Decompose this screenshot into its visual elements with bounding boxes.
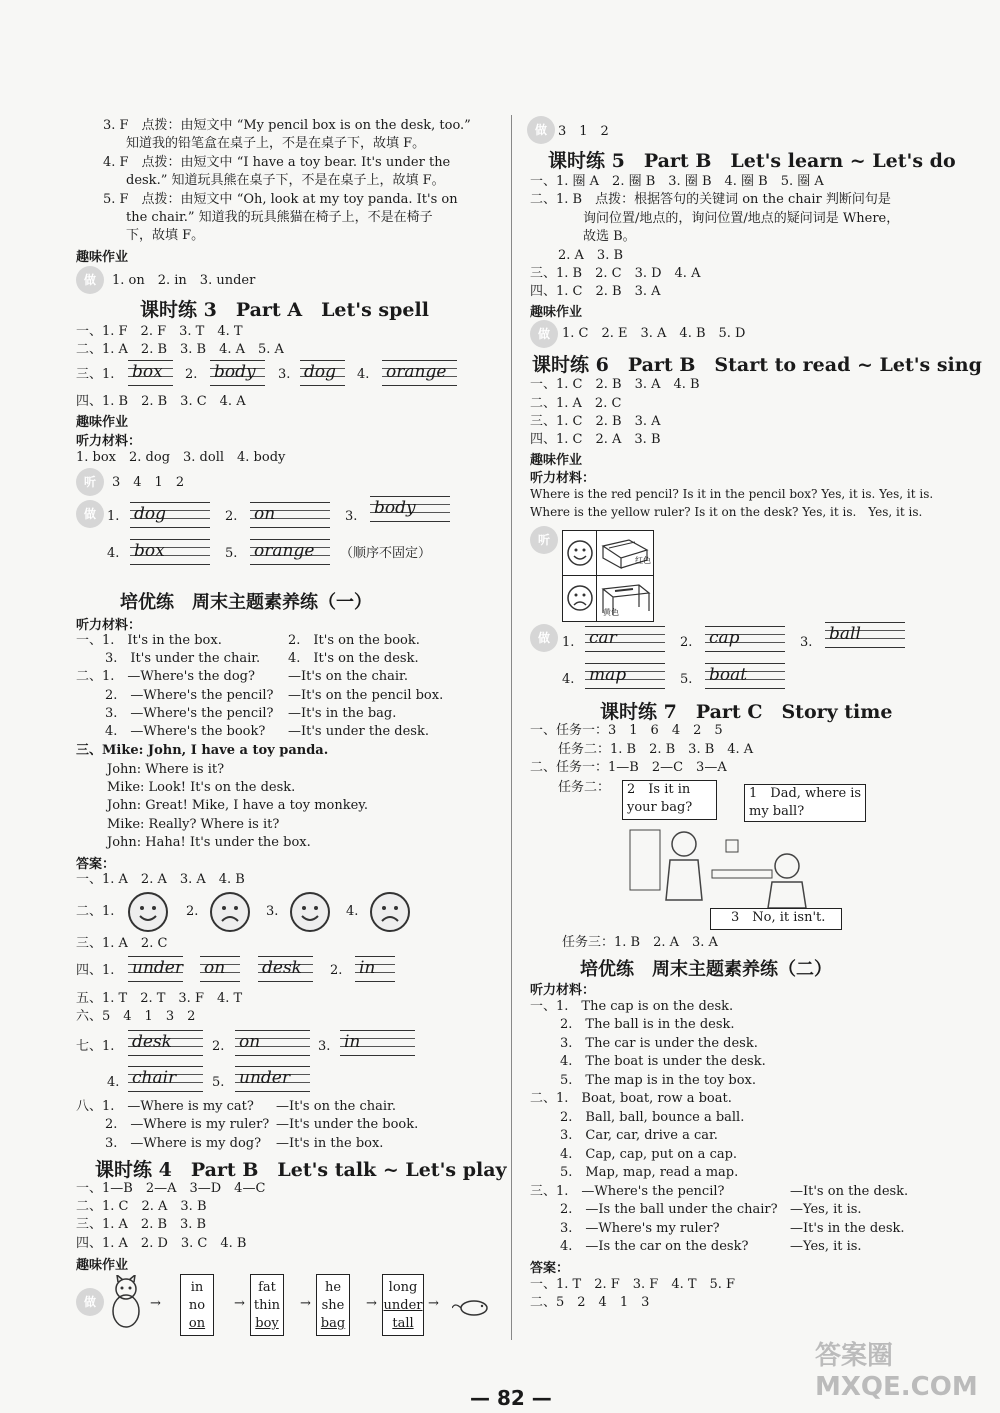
text-line: 4. <box>357 367 370 382</box>
handwriting-line: box <box>128 360 173 386</box>
text-line: 知道我的铅笔盒在桌子上，不是在桌子下，故填 F。 <box>126 136 426 151</box>
text-line: 三、1. C 2. B 3. A <box>530 414 661 429</box>
arrow-icon: → <box>300 1296 311 1311</box>
text-line: John: Haha! It's under the box. <box>107 835 311 850</box>
text-line: 三、1. —Where's the pencil? <box>530 1184 725 1199</box>
text-line: 4. —Where's the book? <box>105 724 266 739</box>
word-chain-word: no <box>188 1298 206 1313</box>
handwriting-line: desk <box>258 956 313 982</box>
text-line: 四、1. <box>76 963 115 978</box>
section-title: 培优练 周末主题素养练（一） <box>120 592 372 613</box>
text-line: 任务三：1. B 2. A 3. A <box>562 935 718 950</box>
text-line: 4. <box>562 672 575 687</box>
section-label: 听力材料： <box>530 471 596 486</box>
column-divider <box>511 115 512 1340</box>
story-illustration <box>622 820 872 910</box>
listen-badge-icon: 听 <box>530 526 558 554</box>
section-label: 趣味作业 <box>76 1258 129 1273</box>
handwriting-line: dog <box>300 360 345 386</box>
text-line: Mike: Really? Where is it? <box>107 817 280 832</box>
arrow-icon: → <box>428 1296 439 1311</box>
text-line: 一、任务一：3 1 6 4 2 5 <box>530 723 723 738</box>
text-line: 二、1. <box>76 904 115 919</box>
text-line: 3. <box>278 367 291 382</box>
page-number: — 82 — <box>470 1386 552 1410</box>
word-chain-box <box>382 1274 424 1336</box>
section-label: 趣味作业 <box>76 250 129 265</box>
speech-bubble: 3 No, it isn't. <box>710 908 842 930</box>
text-line: —It's under the book. <box>276 1117 419 1132</box>
cat-icon <box>108 1275 144 1330</box>
text-line: 一、1. A 2. A 3. A 4. B <box>76 872 245 887</box>
text-line: 4. —Is the car on the desk? <box>560 1239 749 1254</box>
section-label: 答案： <box>530 1261 570 1276</box>
text-line: John: Great! Mike, I have a toy monkey. <box>107 798 369 813</box>
write-badge-icon: 做 <box>76 266 104 294</box>
text-line: 二、1. —Where's the dog? <box>76 669 255 684</box>
text-line: 一、1. It's in the box. <box>76 633 222 648</box>
section-title: 课时练 7 Part C Story time <box>600 701 893 723</box>
pencil-box-icon <box>599 536 651 572</box>
text-line: 二、1. B 点拨：根据答句的关键词 on the chair 判断问句是 <box>530 192 891 207</box>
text-line: 3. —Where's the pencil? <box>105 706 274 721</box>
text-line: 四、1. C 2. A 3. B <box>530 432 661 447</box>
text-line: 一、1. The cap is on the desk. <box>530 999 734 1014</box>
text-line: —Yes, it is. <box>790 1202 862 1217</box>
section-title: 课时练 6 Part B Start to read ~ Let's sing <box>532 354 982 376</box>
text-line: 3. The car is under the desk. <box>560 1036 758 1051</box>
text-line: 3. —Where is my dog? <box>105 1136 262 1151</box>
section-label: 听力材料： <box>530 983 596 998</box>
text-line: 2. <box>330 963 343 978</box>
handwriting-line: body <box>370 496 450 522</box>
sad-face-icon <box>566 584 594 612</box>
text-line: 2. <box>212 1039 225 1054</box>
text-line: 一、1—B 2—A 3—D 4—C <box>76 1181 266 1196</box>
text-line: 2. A 3. B <box>558 248 624 263</box>
handwriting-line: on <box>250 502 330 528</box>
handwriting-line: in <box>340 1030 415 1056</box>
handwriting-line: in <box>355 956 395 982</box>
text-line: 二、任务一：1—B 2—C 3—A <box>530 760 727 775</box>
handwriting-line: orange <box>250 539 330 565</box>
smile-face-icon <box>290 892 330 932</box>
text-line: 二、1. A 2. B 3. B 4. A 5. A <box>76 342 284 357</box>
word-chain-word: long <box>388 1280 418 1295</box>
section-label: 趣味作业 <box>76 415 129 430</box>
word-chain-word: he <box>324 1280 342 1295</box>
text-line: 三、1. A 2. B 3. B <box>76 1217 207 1232</box>
section-label: 听力材料： <box>76 434 142 449</box>
handwriting-line: map <box>585 663 665 689</box>
word-chain-word: under <box>383 1298 423 1313</box>
text-line: 5. F 点拨：由短文中 “Oh, look at my toy panda. It's on <box>103 192 458 207</box>
text-line: 二、1. Boat, boat, row a boat. <box>530 1091 732 1106</box>
text-line: desk.” 知道玩具熊在桌子下，不是在桌子上，故填 F。 <box>126 173 445 188</box>
word-chain-word: in <box>190 1280 204 1295</box>
handwriting-line: desk <box>128 1030 203 1056</box>
section-title: 课时练 3 Part A Let's spell <box>140 299 429 321</box>
text-line: 2. <box>185 367 198 382</box>
handwriting-line: boat <box>705 663 785 689</box>
write-badge-icon: 做 <box>530 624 558 652</box>
text-line: 3. It's under the chair. <box>105 651 261 666</box>
text-line: 4. It's on the desk. <box>288 651 419 666</box>
word-chain-word: she <box>321 1298 345 1313</box>
text-line: 下，故填 F。 <box>126 228 205 243</box>
text-line: 4. <box>107 546 120 561</box>
text-line: —It's on the desk. <box>790 1184 909 1199</box>
speech-bubble: 1 Dad, where is my ball? <box>744 784 866 822</box>
text-line: 四、1. C 2. B 3. A <box>530 284 661 299</box>
text-line: 3. Car, car, drive a car. <box>560 1128 718 1143</box>
text-line: 四、1. B 2. B 3. C 4. A <box>76 394 246 409</box>
section-title: 培优练 周末主题素养练（二） <box>580 959 832 980</box>
text-line: 1. on 2. in 3. under <box>112 273 256 288</box>
handwriting-line: orange <box>382 360 457 386</box>
text-line: —It's in the bag. <box>288 706 397 721</box>
text-line: 4. Cap, cap, put on a cap. <box>560 1147 738 1162</box>
word-chain-word: tall <box>392 1316 414 1331</box>
text-line: 六、5 4 1 3 2 <box>76 1009 196 1024</box>
handwriting-line: ball <box>825 622 905 648</box>
text-line: 2. <box>225 509 238 524</box>
text-line: 二、1. A 2. C <box>530 396 622 411</box>
section-label: 答案： <box>76 857 116 872</box>
text-line: 任务二： <box>558 780 611 795</box>
word-chain-word: boy <box>255 1316 279 1331</box>
text-line: 七、1. <box>76 1039 115 1054</box>
text-line: 三、1. <box>76 367 115 382</box>
arrow-icon: → <box>150 1296 161 1311</box>
text-line: —It's in the box. <box>276 1136 384 1151</box>
text-line: 2. Ball, ball, bounce a ball. <box>560 1110 745 1125</box>
write-badge-icon: 做 <box>76 1288 104 1316</box>
text-line: 三、1. B 2. C 3. D 4. A <box>530 266 701 281</box>
handwriting-line: box <box>130 539 210 565</box>
section-title: 课时练 4 Part B Let's talk ~ Let's play <box>95 1159 507 1181</box>
smile-face-icon <box>566 539 594 567</box>
text-line: Where is the yellow ruler? Is it on the desk? Yes, it is. Yes, it is. <box>530 505 923 519</box>
text-line: 3 4 1 2 <box>112 475 185 490</box>
text-line: 故选 B。 <box>583 229 636 244</box>
section-label: 趣味作业 <box>530 305 583 320</box>
watermark-logo: 答案圈 MXQE.COM <box>815 1341 978 1402</box>
text-line: 一、1. C 2. B 3. A 4. B <box>530 377 700 392</box>
handwriting-line: dog <box>130 502 210 528</box>
smile-face-icon <box>128 892 168 932</box>
sad-face-icon <box>370 892 410 932</box>
sad-face-icon <box>210 892 250 932</box>
text-line: 2. —Is the ball under the chair? <box>560 1202 778 1217</box>
speech-bubble: 2 Is it in your bag? <box>622 780 717 820</box>
word-chain-box <box>180 1274 214 1336</box>
text-line: 五、1. T 2. T 3. F 4. T <box>76 991 243 1006</box>
handwriting-line: car <box>585 626 665 652</box>
text-line: 5. Map, map, read a map. <box>560 1165 739 1180</box>
text-line: 3. <box>318 1039 331 1054</box>
text-line: 1. <box>107 509 120 524</box>
text-line: 3. —Where's my ruler? <box>560 1221 720 1236</box>
text-line: the chair.” 知道我的玩具熊猫在椅子上，不是在椅子 <box>126 210 433 225</box>
text-line: 二、1. C 2. A 3. B <box>76 1199 207 1214</box>
word-chain-word: on <box>188 1316 206 1331</box>
word-chain-word: thin <box>253 1298 281 1313</box>
text-line: 任务二：1. B 2. B 3. B 4. A <box>558 742 754 757</box>
word-chain-word: fat <box>258 1280 276 1295</box>
handwriting-line: on <box>200 956 240 982</box>
text-line: Where is the red pencil? Is it in the pencil box? Yes, it is. Yes, it is. <box>530 487 934 501</box>
picture-grid: 红色 黄色 <box>562 530 654 622</box>
text-line: 三、Mike: John, I have a toy panda. <box>76 743 329 758</box>
text-line: John: Where is it? <box>107 762 225 777</box>
mouse-icon <box>452 1296 492 1318</box>
text-line: 一、1. 圈 A 2. 圈 B 3. 圈 B 4. 圈 B 5. 圈 A <box>530 174 824 189</box>
listen-badge-icon: 听 <box>76 468 104 496</box>
arrow-icon: → <box>366 1296 377 1311</box>
text-line: Mike: Look! It's on the desk. <box>107 780 296 795</box>
word-chain-word: bag <box>320 1316 346 1331</box>
text-line: 5. <box>225 546 238 561</box>
text-line: 3. <box>266 904 279 919</box>
text-line: 2. It's on the book. <box>288 633 420 648</box>
text-line: 询问位置/地点的，询问位置/地点的疑问词是 Where， <box>583 211 900 226</box>
text-line: 5. <box>680 672 693 687</box>
text-line: —It's on the chair. <box>276 1099 396 1114</box>
section-label: 听力材料： <box>76 618 142 633</box>
text-line: （顺序不固定） <box>340 546 432 561</box>
text-line: 2. —Where is my ruler? <box>105 1117 270 1132</box>
section-title: 课时练 5 Part B Let's learn ~ Let's do <box>548 150 956 172</box>
text-line: 3 1 2 <box>558 124 609 139</box>
text-line: 4. <box>346 904 359 919</box>
handwriting-line: under <box>128 956 183 982</box>
text-line: 2. <box>186 904 199 919</box>
section-label: 趣味作业 <box>530 453 583 468</box>
text-line: 二、5 2 4 1 3 <box>530 1295 650 1310</box>
text-line: —It's on the pencil box. <box>288 688 444 703</box>
text-line: 2. —Where's the pencil? <box>105 688 274 703</box>
handwriting-line: chair <box>128 1066 203 1092</box>
write-badge-icon: 做 <box>527 116 555 144</box>
text-line: 四、1. A 2. D 3. C 4. B <box>76 1236 247 1251</box>
text-line: 2. <box>680 635 693 650</box>
text-line: 4. The boat is under the desk. <box>560 1054 766 1069</box>
text-line: —It's in the desk. <box>790 1221 905 1236</box>
handwriting-line: body <box>210 360 265 386</box>
text-line: 3. F 点拨：由短文中 “My pencil box is on the desk, too.” <box>103 118 471 133</box>
handwriting-line: on <box>235 1030 310 1056</box>
text-line: 一、1. F 2. F 3. T 4. T <box>76 324 243 339</box>
text-line: 5. <box>212 1075 225 1090</box>
text-line: —It's on the chair. <box>288 669 408 684</box>
write-badge-icon: 做 <box>530 320 558 348</box>
text-line: 3. <box>345 509 358 524</box>
text-line: 一、1. T 2. F 3. F 4. T 5. F <box>530 1277 736 1292</box>
word-chain-box <box>316 1274 350 1336</box>
text-line: —Yes, it is. <box>790 1239 862 1254</box>
text-line: 5. The map is in the toy box. <box>560 1073 756 1088</box>
write-badge-icon: 做 <box>76 500 104 528</box>
text-line: 2. The ball is in the desk. <box>560 1017 735 1032</box>
text-line: 4. <box>107 1075 120 1090</box>
text-line: 1. box 2. dog 3. doll 4. body <box>76 450 286 465</box>
word-chain-box <box>250 1274 284 1336</box>
handwriting-line: under <box>235 1066 310 1092</box>
text-line: 3. <box>800 635 813 650</box>
text-line: 八、1. —Where is my cat? <box>76 1099 254 1114</box>
text-line: 1. C 2. E 3. A 4. B 5. D <box>562 326 746 341</box>
handwriting-line: cap <box>705 626 785 652</box>
text-line: 三、1. A 2. C <box>76 936 168 951</box>
arrow-icon: → <box>234 1296 245 1311</box>
text-line: —It's under the desk. <box>288 724 429 739</box>
text-line: 4. F 点拨：由短文中 “I have a toy bear. It's under the <box>103 155 451 170</box>
text-line: 1. <box>562 635 575 650</box>
